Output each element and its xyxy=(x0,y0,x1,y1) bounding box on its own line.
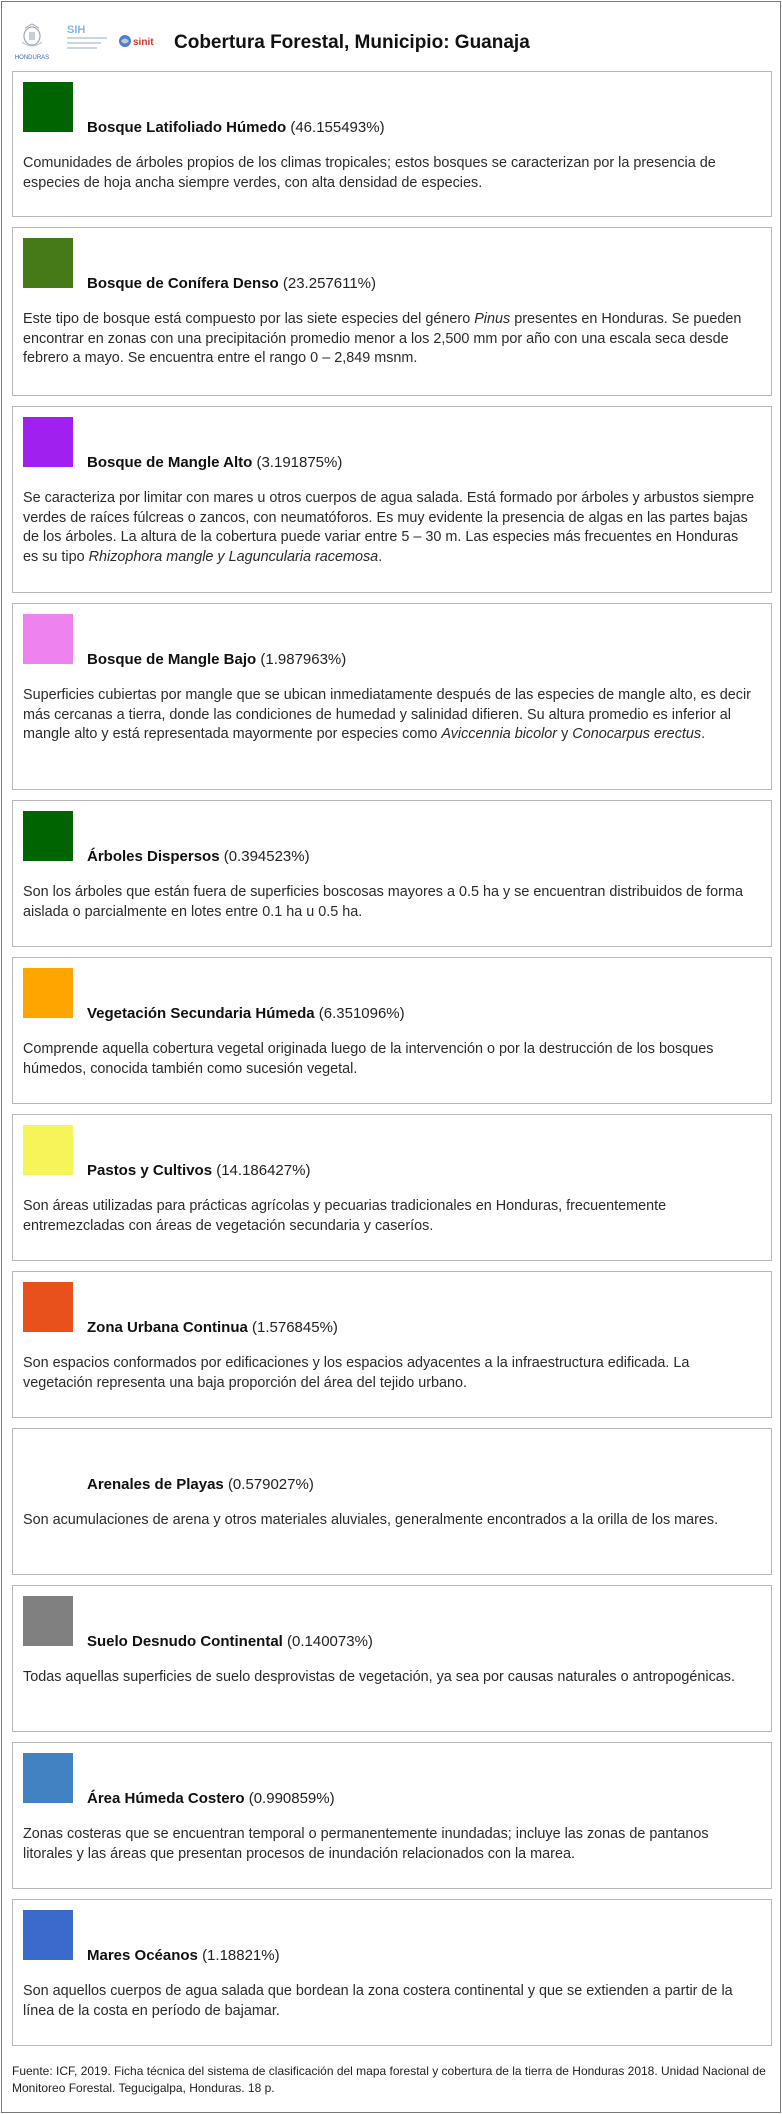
sih-logo-icon xyxy=(63,22,113,58)
description-text: Todas aquellas superficies de suelo desprovistas de vegetación, ya sea por causas naturales o antropogénicas. xyxy=(23,1669,735,1685)
legend-title xyxy=(87,1633,373,1650)
category-description xyxy=(23,1982,755,2021)
category-description xyxy=(23,1354,755,1393)
category-name: Vegetación Secundaria Húmeda xyxy=(87,1005,315,1022)
description-text: Son aquellos cuerpos de agua salada que bordean la zona costera continental y que se extienden a partir de la línea de la costa en período de bajamar. xyxy=(23,1983,733,2019)
legend-title xyxy=(87,1319,338,1336)
legend-card xyxy=(12,1428,772,1575)
category-description xyxy=(23,154,755,193)
legend-card xyxy=(12,603,772,790)
color-swatch xyxy=(23,82,73,132)
legend-card xyxy=(12,227,772,396)
description-italic-text: Rhizophora mangle y Laguncularia racemosa xyxy=(88,548,379,565)
category-percent: (0.140073%) xyxy=(287,1633,373,1650)
legend-card xyxy=(12,1114,772,1261)
category-name: Bosque de Conífera Denso xyxy=(87,275,279,292)
color-swatch xyxy=(23,1282,73,1332)
category-name: Área Húmeda Costero xyxy=(87,1790,245,1807)
description-italic-text: Aviccennia bicolor xyxy=(441,726,558,742)
category-description xyxy=(23,686,755,745)
category-percent: (3.191875%) xyxy=(256,454,343,471)
sinit-logo-text: sinit xyxy=(133,37,154,48)
source-footer: Fuente: ICF, 2019. Ficha técnica del sistema de clasificación del mapa forestal y cobertura de la tierra de Honduras 2018. Unidad Nacional de Monitoreo Forestal. Tegucigalpa, Honduras. 18 p. xyxy=(12,2064,766,2095)
category-name: Pastos y Cultivos xyxy=(87,1162,213,1179)
category-percent: (46.155493%) xyxy=(290,119,385,136)
category-name: Suelo Desnudo Continental xyxy=(87,1633,283,1650)
category-name: Arenales de Playas xyxy=(87,1476,224,1493)
description-text: Son los árboles que están fuera de superficies boscosas mayores a 0.5 ha y se encuentran distribuidos de forma aislada o parcialmente en lotes entre 0.1 ha u 0.5 ha. xyxy=(23,884,743,920)
legend-title xyxy=(87,651,346,668)
description-italic-text: Pinus xyxy=(474,311,511,327)
legend-card xyxy=(12,406,772,593)
sinit-logo-icon xyxy=(118,32,162,50)
description-text: presentes en Honduras. Se pueden encontrar en zonas con una precipitación promedio menor a los 2,500 mm por año con una escala seca desde febrero a mayo. Se encuentra entre el rango 0 – 2,849 msnm. xyxy=(23,311,742,366)
color-swatch xyxy=(23,614,73,664)
description-text: Zonas costeras que se encuentran temporal o permanentemente inundadas; incluye las zonas de pantanos litorales y las áreas que presentan procesos de inundación relacionados con la marea. xyxy=(23,1826,709,1862)
description-text: Son espacios conformados por edificaciones y los espacios adyacentes a la infraestructura edificada. La vegetación representa una baja proporción del área del tejido urbano. xyxy=(23,1355,690,1391)
legend-card xyxy=(12,71,772,217)
page-title: Cobertura Forestal, Municipio: Guanaja xyxy=(174,32,530,53)
honduras-coat-of-arms-icon xyxy=(11,22,53,62)
color-swatch xyxy=(23,968,73,1018)
legend-title xyxy=(87,275,376,292)
description-text: Superficies cubiertas por mangle que se ubican inmediatamente después de las especies de mangle alto, es decir más cercanas a tierra, donde las condiciones de humedad y salinidad difieren. Su altura promedio es inferior al mangle alto y está representada mayormente por especies como xyxy=(23,687,751,742)
color-swatch xyxy=(23,811,73,861)
legend-card xyxy=(12,1742,772,1889)
honduras-logo-text: HONDURAS xyxy=(14,55,50,61)
legend-card xyxy=(12,1585,772,1732)
legend-title xyxy=(87,1476,314,1493)
legend-title xyxy=(87,1005,405,1022)
category-percent: (0.394523%) xyxy=(223,848,310,865)
color-swatch xyxy=(23,1910,73,1960)
legend-title xyxy=(87,1947,280,1964)
description-text: y xyxy=(557,726,573,742)
description-italic-text: Conocarpus erectus xyxy=(572,726,702,742)
category-name: Bosque Latifoliado Húmedo xyxy=(87,119,287,136)
category-percent: (1.576845%) xyxy=(252,1319,338,1336)
description-text: Son acumulaciones de arena y otros materiales aluviales, generalmente encontrados a la orilla de los mares. xyxy=(23,1512,719,1528)
color-swatch xyxy=(23,1753,73,1803)
category-name: Bosque de Mangle Bajo xyxy=(87,651,257,668)
legend-card xyxy=(12,1899,772,2046)
category-percent: (1.987963%) xyxy=(260,651,347,668)
legend-title xyxy=(87,1790,335,1807)
category-name: Mares Océanos xyxy=(87,1947,198,1964)
color-swatch xyxy=(23,417,73,467)
category-description xyxy=(23,883,755,922)
category-description xyxy=(23,489,755,567)
legend-title xyxy=(87,848,310,865)
category-description xyxy=(23,1668,755,1688)
category-description xyxy=(23,1040,755,1079)
color-swatch xyxy=(23,1439,73,1489)
color-swatch xyxy=(23,1125,73,1175)
category-description xyxy=(23,1825,755,1864)
description-text: Son áreas utilizadas para prácticas agrícolas y pecuarias tradicionales en Honduras, frecuentemente entremezcladas con áreas de vegetación secundaria y caseríos. xyxy=(23,1198,667,1234)
legend-card xyxy=(12,957,772,1104)
description-text: Este tipo de bosque está compuesto por las siete especies del género xyxy=(23,311,475,327)
color-swatch xyxy=(23,238,73,288)
category-description xyxy=(23,1511,755,1531)
description-text: Comprende aquella cobertura vegetal originada luego de la intervención o por la destrucción de los bosques húmedos, conocida también como sucesión vegetal. xyxy=(23,1041,714,1077)
category-name: Zona Urbana Continua xyxy=(87,1319,248,1336)
legend-card xyxy=(12,800,772,947)
category-percent: (23.257611%) xyxy=(282,275,376,292)
category-percent: (6.351096%) xyxy=(318,1005,405,1022)
legend-title xyxy=(87,119,385,136)
category-percent: (0.579027%) xyxy=(227,1476,314,1493)
category-name: Árboles Dispersos xyxy=(87,848,220,865)
legend-card xyxy=(12,1271,772,1418)
description-text: . xyxy=(378,548,383,565)
legend-title xyxy=(87,1162,310,1179)
description-text: . xyxy=(701,726,706,742)
category-percent: (1.18821%) xyxy=(202,1947,280,1964)
category-name: Bosque de Mangle Alto xyxy=(87,454,253,471)
legend-title xyxy=(87,454,342,471)
color-swatch xyxy=(23,1596,73,1646)
description-text: Se caracteriza por limitar con mares u otros cuerpos de agua salada. Está formado por árboles y arbustos siempre verdes de raíces fúlcreas o zancos, con neumatóforos. Es muy evidente la presencia de algas en las partes bajas de los árboles. La altura de la cobertura puede variar entre 5 – 30 m. Las especies más frecuentes en Honduras es su tipo xyxy=(23,490,755,565)
category-description xyxy=(23,310,755,369)
category-percent: (0.990859%) xyxy=(248,1790,335,1807)
category-percent: (14.186427%) xyxy=(216,1162,311,1179)
header xyxy=(2,2,782,68)
sih-logo-mark: SIH xyxy=(67,24,86,36)
category-description xyxy=(23,1197,755,1236)
page xyxy=(1,1,781,2113)
description-text: Comunidades de árboles propios de los climas tropicales; estos bosques se caracterizan por la presencia de especies de hoja ancha siempre verdes, con alta densidad de especies. xyxy=(23,155,716,191)
